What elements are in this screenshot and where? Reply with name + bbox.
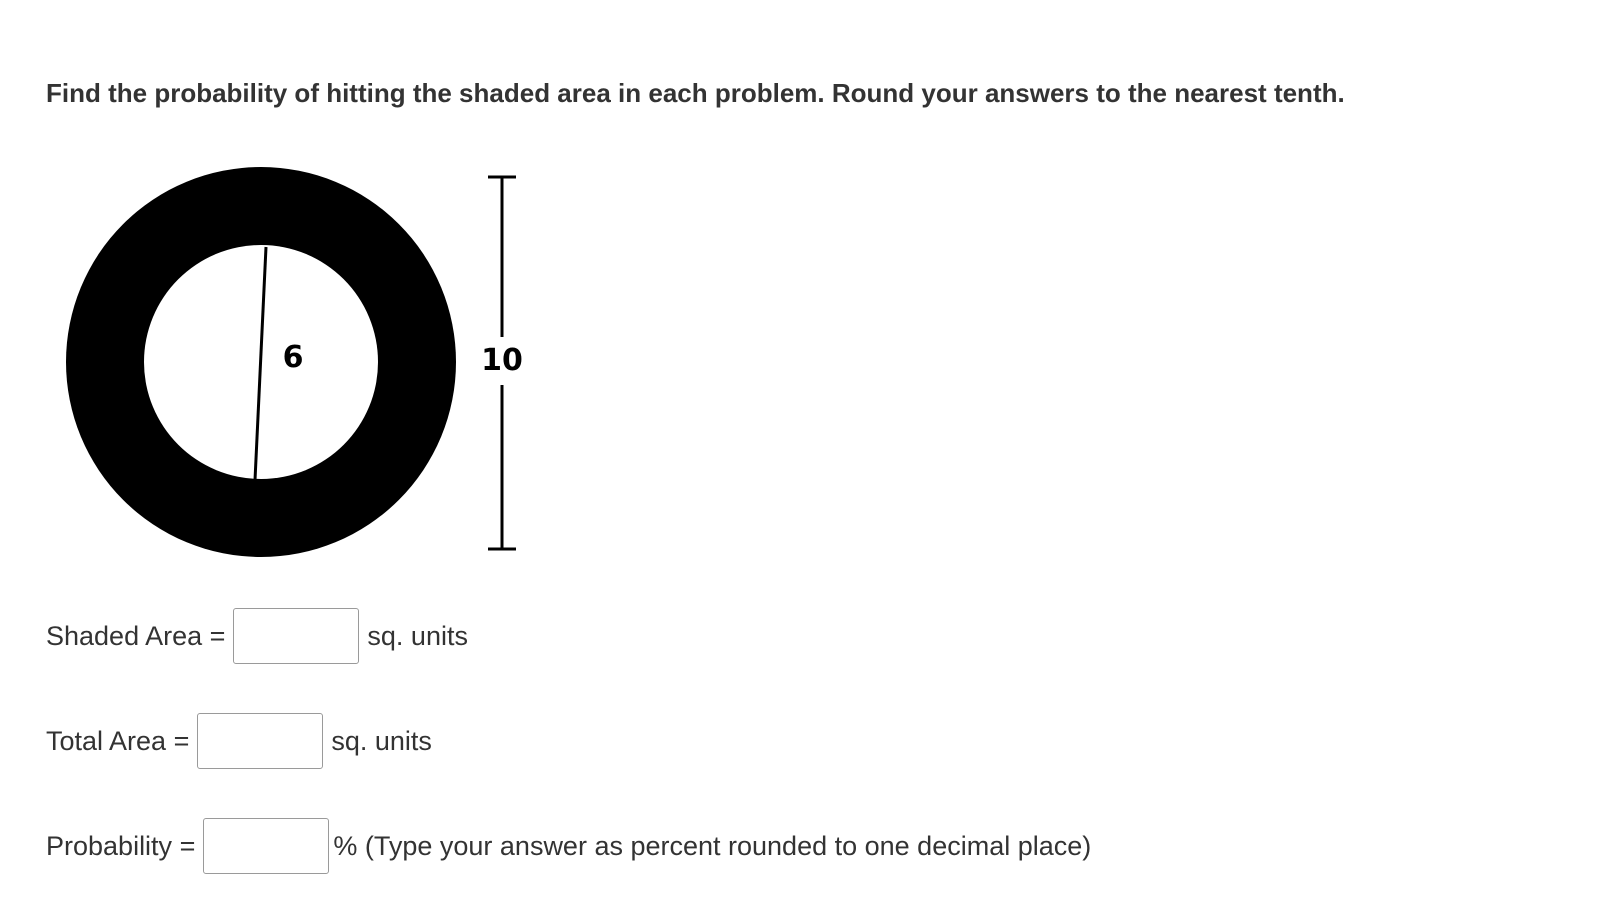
probability-unit: % (Type your answer as percent rounded to one decimal place): [333, 830, 1092, 861]
annulus-figure: [0, 0, 560, 580]
inner-diameter-label: 6: [282, 340, 304, 375]
figure-svg: [0, 0, 560, 580]
probability-label: Probability =: [46, 830, 196, 861]
total-area-input[interactable]: [197, 713, 323, 769]
shaded-area-row: [46, 608, 468, 664]
instructions-text: Find the probability of hitting the shaded area in each problem. Round your answers to the nearest tenth.: [46, 78, 1345, 108]
shaded-area-unit: sq. units: [367, 620, 468, 651]
outer-diameter-label: 10: [481, 343, 523, 378]
total-area-unit: sq. units: [331, 725, 432, 756]
total-area-label: Total Area =: [46, 725, 190, 756]
shaded-area-label: Shaded Area =: [46, 620, 226, 651]
shaded-area-input[interactable]: [233, 608, 359, 664]
probability-input[interactable]: [203, 818, 329, 874]
total-area-row: [46, 713, 432, 769]
probability-row: [46, 818, 1091, 874]
